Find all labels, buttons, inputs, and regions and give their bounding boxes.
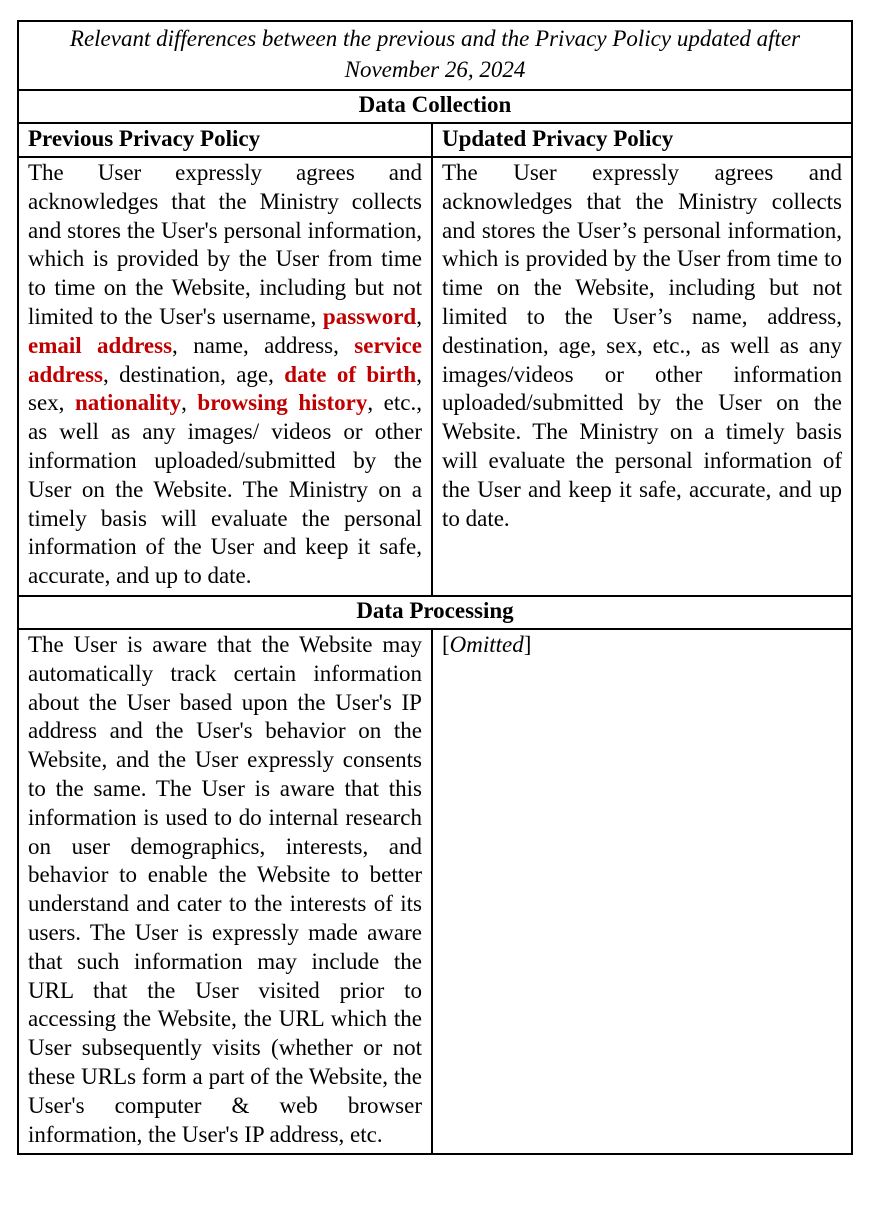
table-title: Relevant differences between the previous and the Privacy Policy updated after November 26, 2024	[18, 21, 852, 90]
title-row	[18, 21, 852, 90]
text-segment-normal: ]	[523, 631, 532, 657]
text-segment-normal: , destination, age,	[103, 361, 285, 387]
text-segment-normal: , etc., as well as any images/ videos or other information uploaded/submitted by the User on the Website. The Ministry on a timely basis will evaluate the personal information of the User and keep it safe, accurate, and up to date.	[28, 390, 422, 589]
updated-policy-data-processing-text	[432, 629, 852, 1154]
text-segment-red-bold: nationality	[75, 390, 182, 416]
text-segment-red-bold: browsing history	[197, 390, 368, 416]
text-segment-normal: ,	[416, 303, 422, 329]
text-segment-italic: Omitted	[449, 631, 524, 657]
previous-policy-column-header: Previous Privacy Policy	[18, 123, 432, 157]
previous-policy-data-collection-text	[18, 157, 432, 596]
text-segment-red-bold: email address	[28, 332, 173, 358]
text-segment-normal: , name, address,	[172, 332, 355, 358]
data-collection-body-row	[18, 157, 852, 596]
updated-policy-data-collection-text: The User expressly agrees and acknowledges that the Ministry collects and stores the User’s personal information, which is provided by the User from time to time on the Website, including but not limited to the User’s name, address, destination, age, sex, etc., as well as any images/videos or other information uploaded/submitted by the User on the Website. The Ministry on a timely basis will evaluate the personal information of the User and keep it safe, accurate, and up to date.	[432, 157, 852, 596]
section-heading-data-collection: Data Collection	[18, 90, 852, 123]
section-heading-data-processing: Data Processing	[18, 596, 852, 629]
section-row-data-processing	[18, 596, 852, 629]
text-segment-normal: The User expressly agrees and acknowledges that the Ministry collects and stores the User's personal information, which is provided by the User from time to time on the Website, including but not limited to the User's username,	[28, 160, 422, 329]
privacy-policy-diff-table	[17, 20, 853, 1155]
previous-policy-data-processing-text: The User is aware that the Website may automatically track certain information about the User based upon the User's IP address and the User's behavior on the Website, and the User expressly consents to the same. The User is aware that this information is used to do internal research on user demographics, interests, and behavior to enable the Website to better understand and cater to the interests of its users. The User is expressly made aware that such information may include the URL that the User visited prior to accessing the Website, the URL which the User subsequently visits (whether or not these URLs form a part of the Website, the User's computer & web browser information, the User's IP address, etc.	[18, 629, 432, 1154]
text-segment-normal: ,	[181, 390, 198, 416]
text-segment-normal: [	[441, 631, 450, 657]
column-header-row	[18, 123, 852, 157]
text-segment-red-bold: service address	[28, 332, 422, 387]
text-segment-red-bold: password	[322, 303, 417, 329]
text-segment-normal: , sex,	[28, 361, 422, 416]
section-row-data-collection	[18, 90, 852, 123]
data-processing-body-row	[18, 629, 852, 1154]
updated-policy-column-header: Updated Privacy Policy	[432, 123, 852, 157]
text-segment-red-bold: date of birth	[284, 361, 417, 387]
